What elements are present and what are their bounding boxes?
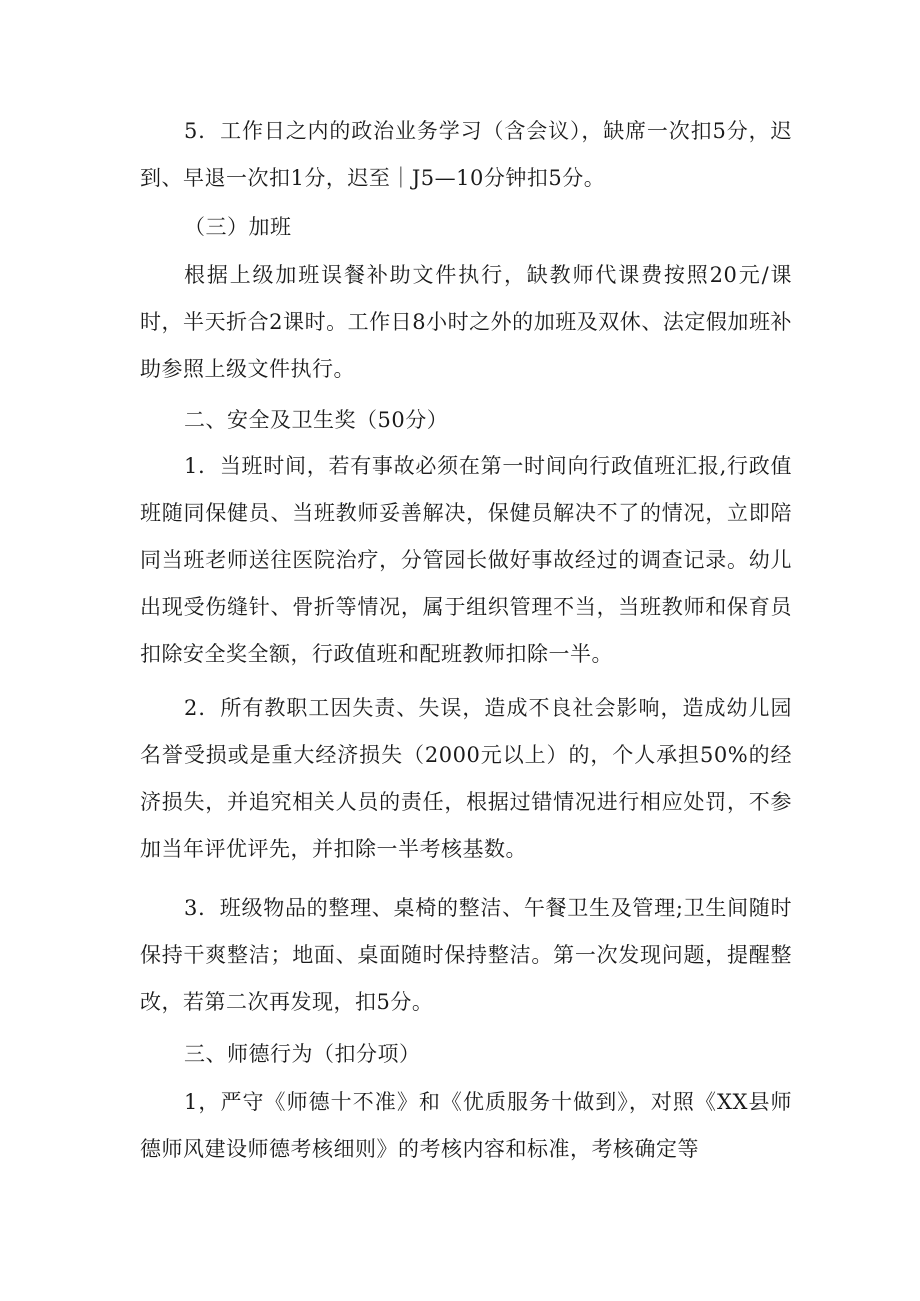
paragraph-ethics-rules: 1，严守《师德十不准》和《优质服务十做到》，对照《XX县师德师风建设师德考核细则》的考核内容和标准，考核确定等 xyxy=(140,1090,792,1161)
heading-teacher-ethics: 三、师德行为（扣分项） xyxy=(184,1042,421,1066)
subheading-overtime: （三）加班 xyxy=(184,215,292,239)
paragraph-overtime-pay: 根据上级加班误餐补助文件执行，缺教师代课费按照20元/课时，半天折合2课时。工作日8小时之外的加班及双休、法定假加班补助参照上级文件执行。 xyxy=(140,263,792,381)
paragraph-accident-reporting: 1．当班时间，若有事故必须在第一时间向行政值班汇报,行政值班随同保健员、当班教师妥善解决，保健员解决不了的情况，立即陪同当班老师送往医院治疗，分管园长做好事故经过的调查记录。幼儿出现受伤缝针、骨折等情况，属于组织管理不当，当班教师和保育员扣除安全奖全额，行政值班和配班教师扣除一半。 xyxy=(140,454,792,666)
paragraph-liability: 2．所有教职工因失责、失误，造成不良社会影响，造成幼儿园名誉受损或是重大经济损失（2000元以上）的，个人承担50%的经济损失，并追究相关人员的责任，根据过错情况进行相应处罚，不参加当年评优评先，并扣除一半考核基数。 xyxy=(140,696,792,861)
paragraph-attendance-study: 5．工作日之内的政治业务学习（含会议），缺席一次扣5分，迟到、早退一次扣1分，迟至｜J5—10分钟扣5分。 xyxy=(140,119,792,190)
paragraph-classroom-hygiene: 3．班级物品的整理、桌椅的整洁、午餐卫生及管理;卫生间随时保持干爽整洁；地面、桌面随时保持整洁。第一次发现问题，提醒整改，若第二次再发现，扣5分。 xyxy=(140,896,792,1014)
heading-safety-hygiene: 二、安全及卫生奖（50分） xyxy=(184,408,449,432)
